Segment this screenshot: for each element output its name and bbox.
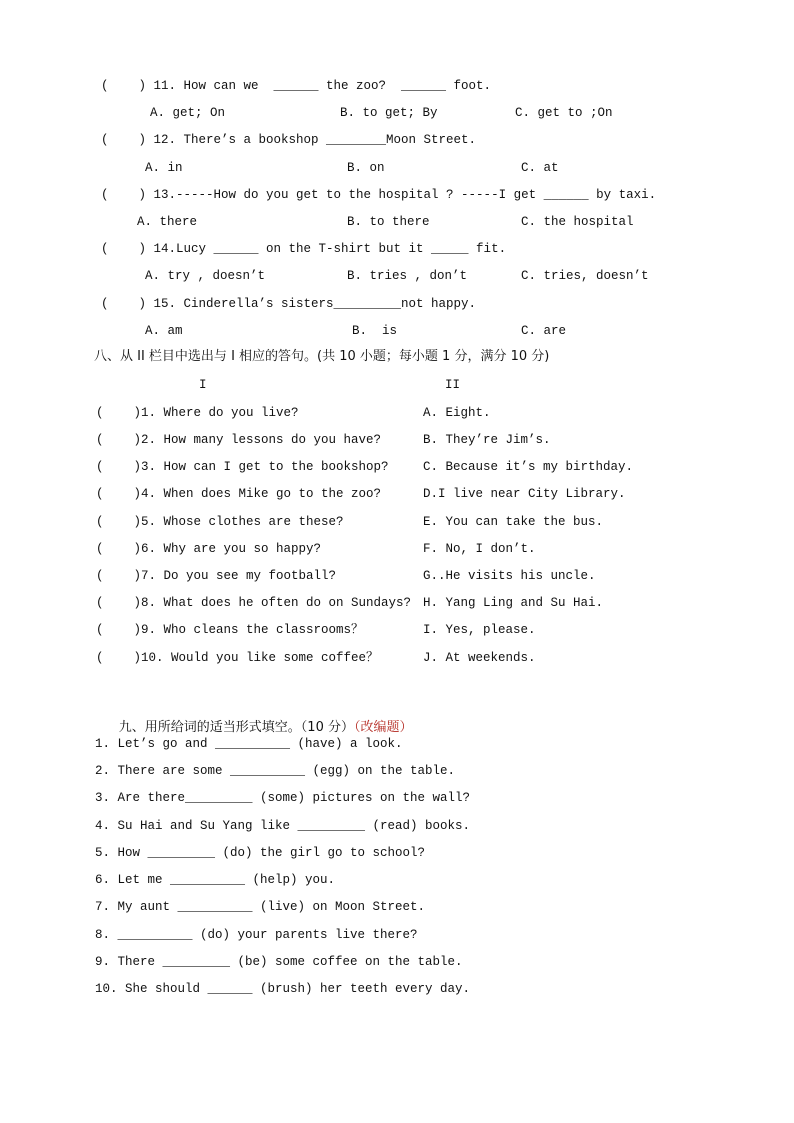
question-14: ( ) 14.Lucy ______ on the T-shirt but it _____ fit. (101, 242, 507, 256)
column-i-header: I (199, 378, 207, 392)
fill-item-2: 2. There are some __________ (egg) on the table. (95, 764, 456, 778)
option-13-a: A. there (137, 215, 198, 229)
fill-item-8: 8. __________ (do) your parents live there? (95, 928, 418, 942)
fill-item-4: 4. Su Hai and Su Yang like _________ (read) books. (95, 819, 471, 833)
match-question-4: ( )4. When does Mike go to the zoo? (96, 487, 382, 501)
section-9-title-text: 九、用所给词的适当形式填空。（10 分） (118, 720, 354, 735)
option-13-b: B. to there (347, 215, 430, 229)
match-question-1: ( )1. Where do you live? (96, 406, 299, 420)
match-answer-e: E. You can take the bus. (423, 515, 604, 529)
fill-item-5: 5. How _________ (do) the girl go to school? (95, 846, 426, 860)
match-question-3: ( )3. How can I get to the bookshop? (96, 460, 389, 474)
fill-item-3: 3. Are there_________ (some) pictures on the wall? (95, 791, 471, 805)
fill-item-9: 9. There _________ (be) some coffee on the table. (95, 955, 463, 969)
option-15-a: A. am (145, 324, 183, 338)
fill-item-10: 10. She should ______ (brush) her teeth every day. (95, 982, 471, 996)
section-8-title: 八、从 II 栏目中选出与 I 相应的答句。(共 10 小题；每小题 1 分，满分 10 分) (94, 349, 550, 364)
option-15-b: B. is (352, 324, 398, 338)
match-question-8: ( )8. What does he often do on Sundays? (96, 596, 412, 610)
match-answer-i: I. Yes, please. (423, 623, 536, 637)
fill-item-7: 7. My aunt __________ (live) on Moon Street. (95, 900, 426, 914)
question-12: ( ) 12. There’s a bookshop ________Moon Street. (101, 133, 477, 147)
match-answer-f: F. No, I don’t. (423, 542, 536, 556)
question-15: ( ) 15. Cinderella’s sisters_________not happy. (101, 297, 477, 311)
match-answer-j: J. At weekends. (423, 651, 536, 665)
match-question-6: ( )6. Why are you so happy? (96, 542, 322, 556)
match-answer-h: H. Yang Ling and Su Hai. (423, 596, 604, 610)
match-answer-c: C. Because it’s my birthday. (423, 460, 634, 474)
match-question-10: ( )10. Would you like some coffee？ (96, 651, 379, 665)
fill-item-6: 6. Let me __________ (help) you. (95, 873, 336, 887)
option-12-a: A. in (145, 161, 183, 175)
match-question-7: ( )7. Do you see my football? (96, 569, 337, 583)
column-ii-header: II (445, 378, 461, 392)
option-13-c: C. the hospital (521, 215, 634, 229)
match-question-5: ( )5. Whose clothes are these? (96, 515, 344, 529)
option-12-b: B. on (347, 161, 385, 175)
match-answer-a: A. Eight. (423, 406, 491, 420)
match-answer-b: B. They’re Jim’s. (423, 433, 551, 447)
question-13: ( ) 13.-----How do you get to the hospital ? -----I get ______ by taxi. (101, 188, 657, 202)
option-14-a: A. try , doesn’t (145, 269, 266, 283)
option-11-c: C. get to ;On (515, 106, 613, 120)
option-14-b: B. tries , don’t (347, 269, 468, 283)
section-9-title-note: （改编题） (353, 720, 413, 735)
match-question-2: ( )2. How many lessons do you have? (96, 433, 382, 447)
option-14-c: C. tries, doesn’t (521, 269, 649, 283)
match-question-9: ( )9. Who cleans the classrooms？ (96, 623, 364, 637)
match-answer-g: G..He visits his uncle. (423, 569, 596, 583)
option-15-c: C. are (521, 324, 567, 338)
match-answer-d: D.I live near City Library. (423, 487, 626, 501)
question-11: ( ) 11. How can we ______ the zoo? ______ foot. (101, 79, 492, 93)
option-11-b: B. to get; By (340, 106, 438, 120)
option-11-a: A. get; On (150, 106, 226, 120)
fill-item-1: 1. Let’s go and __________ (have) a look. (95, 737, 403, 751)
option-12-c: C. at (521, 161, 559, 175)
